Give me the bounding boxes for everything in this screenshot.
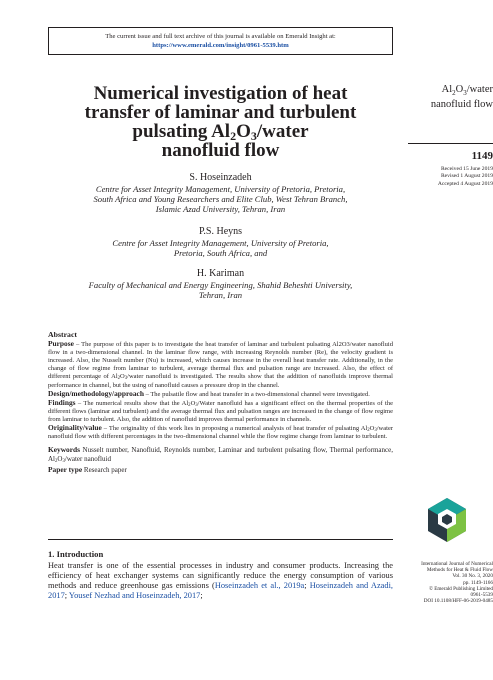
archive-notice-text: The current issue and full text archive of this journal is available on Emerald Insight at: — [105, 33, 336, 40]
date-received: Received 15 June 2019 — [440, 166, 493, 172]
archive-notice — [48, 27, 393, 55]
author-name-2: P.S. Heyns — [198, 226, 243, 237]
keywords: Keywords Nusselt number, Nanofluid, Reynolds number, Laminar and turbulent pulsating flow, Thermal performance, $Al_2O_3$/water nanofluid — [48, 445, 393, 464]
intro-paragraph: Heat transfer is one of the essential processes in industry and consumer products. Increasing the efficiency of heat exchanger systems can significantly reduce the energy consumption of various methods and reduce greenhouse gas emissions (Hoseinzadeh et al., 2019a; Hoseinzadeh and Azadi, 2017; Yousef Nezhad and Hoseinzadeh, 2017; — [48, 561, 394, 600]
date-revised: Revised 1 August 2019 — [440, 173, 493, 180]
date-accepted: Accepted 4 August 2019 — [437, 180, 493, 187]
section-divider — [48, 539, 393, 540]
author-affiliation-1: Centre for Asset Integrity Management, University of Pretoria, Pretoria, South Africa and Young Researchers and Elite Club, West Tehran Branch, Islamic Azad University, Tehran, Iran — [93, 184, 348, 215]
citation-link[interactable]: Yousef Nezhad and Hoseinzadeh, 2017 — [68, 591, 201, 600]
author-affiliation-2: Centre for Asset Integrity Management, University of Pretoria, Pretoria, South Africa, and — [112, 238, 329, 259]
author-affiliation-3: Faculty of Mechanical and Energy Engineering, Shahid Beheshti University, Tehran, Iran — [88, 280, 353, 301]
abstract — [48, 331, 393, 474]
abstract-originality: Originality/value – The originality of this work lies in proposing a numerical analysis of heat transfer of pulsating $Al_2O_3$/water nanofluid flow with different percentages in the two-dimensional channel while the flow regime change from laminar to turbulent. — [48, 423, 393, 441]
citation-link[interactable]: Hoseinzadeh and Azadi, 2017 — [48, 581, 394, 600]
intro-heading: 1. Introduction — [48, 549, 104, 559]
archive-link[interactable]: https://www.emerald.com/insight/0961-5539.htm — [152, 42, 289, 49]
author-name-1: S. Hoseinzadeh — [189, 172, 252, 183]
received-dates — [396, 166, 493, 188]
page-number: 1149 — [471, 150, 493, 162]
paper-type: Paper type Research paper — [48, 465, 127, 475]
paper-title: Numerical investigation of heat transfer of laminar and turbulent pulsating $Al_2O_3$/water nanofluid flow — [84, 83, 357, 161]
publisher-logo-icon — [427, 497, 467, 543]
abstract-findings: Findings – The numerical results show that the $Al_2O_3$/Water nanofluid has a significant effect on the thermal properties of the different flows (laminar and turbulent) and the average thermal flux and pulsation ranges are increased in the change of flow regime from laminar to turbulent. Also, the addition of nanofluid improves thermal performance in channels. — [48, 397, 393, 423]
doi: DOI 10.1108/HFF-06-2019-0485 — [423, 598, 493, 605]
abstract-purpose: Purpose – The purpose of this paper is to investigate the heat transfer of laminar and turbulent pulsating Al2O3/water nanofluid flow in a two-dimensional channel. In the laminar flow range, with increasing Reynolds number (Re), the velocity gradient is increased. Also, the Nusselt number (Nu) is increased, which causes increase in the overall heat transfer rate. Additionally, in the change of flow regime from laminar to turbulent, average thermal flux and pulsation range are increased. Also, the effect of different percentage of $Al_2O_3$/water nanofluid is investigated. The results show that the addition of nanofluids improve thermal performance in channel, but the using of nanofluid causes a pressure drop in the channel. — [48, 339, 393, 389]
right-rule-top — [408, 143, 493, 144]
citation-link[interactable]: Hoseinzadeh et al., 2019a — [214, 581, 305, 590]
journal-info: International Journal of Numerical Methods for Heat & Fluid Flow Vol. 30 No. 3, 2020 pp. 1149-1166 © Emerald Publishing Limited 0961-5539 DOI 10.1108/HFF-06-2019-0485 — [396, 561, 493, 604]
abstract-heading: Abstract — [48, 330, 78, 339]
running-head: $Al_2O_3$/water nanofluid flow — [430, 84, 493, 111]
abstract-design: Design/methodology/approach – The pulsatile flow and heat transfer in a two-dimensional channel were investigated. — [48, 388, 370, 398]
author-name-3: H. Kariman — [196, 268, 245, 279]
